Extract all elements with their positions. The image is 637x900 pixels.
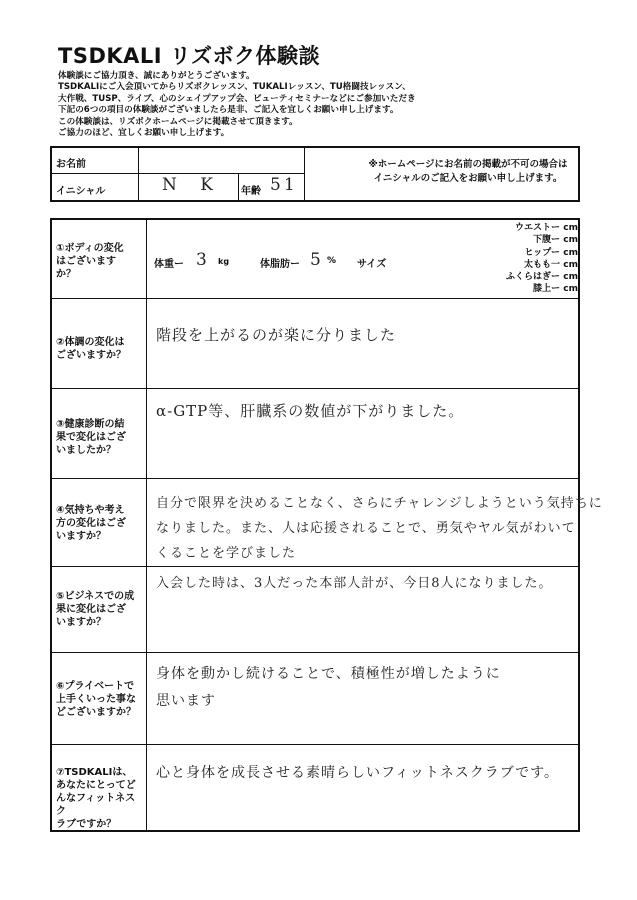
question-3-label: ③健康診断の結 果で変化はござ いましたか？ xyxy=(56,419,126,456)
name-label: お名前 xyxy=(56,159,86,170)
size-row: ふくらはぎー cm xyxy=(505,272,578,283)
notice-text xyxy=(358,158,578,186)
question-7-label: ⑦TSDKALIは、 あなたにとってど んなフィットネスク ラブですか？ xyxy=(56,767,136,830)
answer-4-line[interactable]: くることを学びました xyxy=(156,546,297,561)
age-label: 年齢 xyxy=(241,186,261,197)
weight-value[interactable]: 3 xyxy=(196,250,207,270)
intro-line: 大作戦、TUSP、ライブ、心のシェイプアップ会、ビューティセミナーなどにご参加いただき xyxy=(58,93,416,104)
personal-info-box xyxy=(50,146,580,202)
weight-label: 体重ー xyxy=(154,259,184,270)
weight-unit: kg xyxy=(218,257,230,266)
answer-6-line[interactable]: 身体を動かし続けることで、積極性が増したように xyxy=(156,666,501,682)
size-row: 下腹ー cm xyxy=(532,235,578,246)
form-title: TSDKALI リズボク体験談 xyxy=(58,44,320,68)
questions-box xyxy=(50,218,603,832)
answer-6-line[interactable]: 思います xyxy=(156,693,216,709)
bodyfat-value[interactable]: 5 xyxy=(310,250,321,270)
size-list xyxy=(462,222,578,296)
size-row: 太もも一 cm xyxy=(523,259,578,270)
intro-line: 体験談にご協力頂き、誠にありがとうございます。 xyxy=(58,71,255,81)
question-4-label: ④気持ちや考え 方の変化はござ いますか？ xyxy=(56,505,126,542)
answer-4-line[interactable]: 自分で限界を決めることなく、さらにチャレンジしようという気持ちに xyxy=(156,496,603,511)
intro-line: この体験談は、リズボクホームページに掲載させて頂きます。 xyxy=(58,116,298,127)
answer-5-text[interactable]: 入会した時は、3人だった本部人計が、今日8人になりました。 xyxy=(156,576,553,591)
age-value[interactable]: 51 xyxy=(270,175,298,195)
answer-4-line[interactable]: なりました。また、人は応援されることで、勇気やヤル気がわいて xyxy=(156,521,576,536)
intro-line: ご協力のほど、宜しくお願い申し上げます。 xyxy=(58,128,230,139)
intro-text xyxy=(58,71,598,139)
intro-line: 下記の6つの項目の体験談がございましたら是非、ご記入を宜しくお願い申し上げます。 xyxy=(58,105,399,116)
size-row: 膝上ー cm xyxy=(532,284,578,295)
size-row: ウエストー cm xyxy=(514,223,578,233)
notice-line: イニシャルのご記入をお願い申し上げます。 xyxy=(373,173,563,184)
intro-line: TSDKALIにご入会頂いてからリズボクレッスン、TUKALIレッスン、TU格闘技レッスン、 xyxy=(58,82,411,93)
question-2-label: ②体調の変化は ございますか？ xyxy=(56,337,126,361)
size-label: サイズ xyxy=(357,259,387,270)
question-6-label: ⑥プライベートで 上手くいった事な どございますか？ xyxy=(56,681,136,718)
answer-7-text[interactable]: 心と身体を成長させる素晴らしいフィットネスクラブです。 xyxy=(156,765,560,781)
question-5-label: ⑤ビジネスでの成 果に変化はござ いますか？ xyxy=(56,591,135,628)
answer-3-text[interactable]: α-GTP等、肝臓系の数値が下がりました。 xyxy=(156,402,465,420)
initial-label: イニシャル xyxy=(56,186,106,197)
answer-2-text[interactable]: 階段を上がるのが楽に分りました xyxy=(156,326,397,344)
initial-value[interactable]: N K xyxy=(162,175,222,195)
bodyfat-unit: % xyxy=(327,256,337,266)
bodyfat-label: 体脂肪ー xyxy=(260,259,300,270)
notice-line: ※ホームページにお名前の掲載が不可の場合は xyxy=(368,159,568,170)
question-1-label: ①ボディの変化 はございます か？ xyxy=(56,243,124,280)
size-row: ヒップー cm xyxy=(524,247,578,258)
